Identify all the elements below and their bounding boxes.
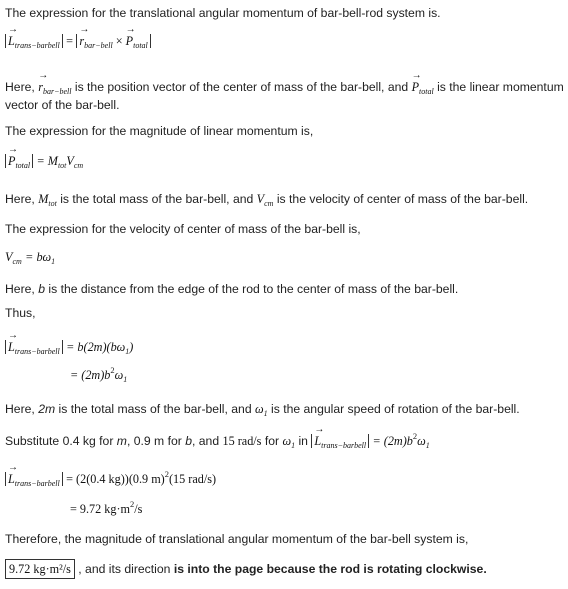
magnitude-intro: The expression for the magnitude of linear momentum is, — [5, 124, 314, 138]
substitute-line: Substitute 0.4 kg for m, 0.9 m for b, and 15 rad/s for $\omega_1$ in → $L_{trans-barbell} = (2m)b^2\omega_1$ — [5, 434, 430, 449]
here-2m-line: Here, 2m is the total mass of the bar-bell, and $\omega_1$ is the angular speed of rotation of the bar-bell. — [5, 402, 520, 418]
here-m-line: Here, $M_{tot}$ is the total mass of the bar-bell, and $V_{cm}$ is the velocity of center of mass of the bar-bell. — [5, 192, 529, 208]
equation-value: = 9.72 $kg\cdot m^2/s$ — [70, 499, 143, 516]
velocity-intro: The expression for the velocity of center of mass of the bar-bell is, — [5, 222, 361, 236]
here-b-line: Here, b is the distance from the edge of the rod to the center of mass of the bar-bell. — [5, 282, 459, 296]
equation-momentum: → $P_{total} = M_{tot}V_{cm}$ — [5, 154, 83, 169]
equation-vcm: $V_{cm} = b\omega_1$ — [5, 250, 56, 266]
thus-line: Thus, — [5, 306, 36, 320]
answer-line: 9.72 kg·m²/s , and its direction is into the page because the rod is rotating clockwise. — [5, 562, 487, 577]
conclusion-line: Therefore, the magnitude of translational angular momentum of the bar-bell system is, — [5, 532, 469, 546]
cross-product: → $r_{bar-bell}$ × → $P_{total}$ — [76, 34, 150, 48]
equation-result-2: = $(2m)b^2\omega_1$ — [70, 365, 128, 384]
here-r-line-2: vector of the bar-bell. — [5, 98, 120, 112]
magnitude-L: → $L_{trans-barbell}$ — [5, 34, 63, 48]
answer-box: 9.72 kg·m²/s — [5, 559, 75, 579]
equation-angular-momentum: → $L_{trans-barbell}$ = → $r_{bar-bell}$ × → $P_{total}$ — [5, 34, 151, 49]
here-r-line: Here, → $r_{bar-bell}$ is the position vector of the center of mass of the bar-bell, and → $P_{total}$ is the linear momentum — [5, 80, 564, 95]
intro-line: The expression for the translational angular momentum of bar-bell-rod system is. — [5, 6, 441, 20]
equation-substituted: → $L_{trans-barbell} = (2(0.4$ kg))(0.9 m)$^2$(15 rad/s) — [5, 472, 216, 487]
equation-result-1: → $L_{trans-barbell} = b(2m)(b\omega_1)$ — [5, 340, 133, 355]
